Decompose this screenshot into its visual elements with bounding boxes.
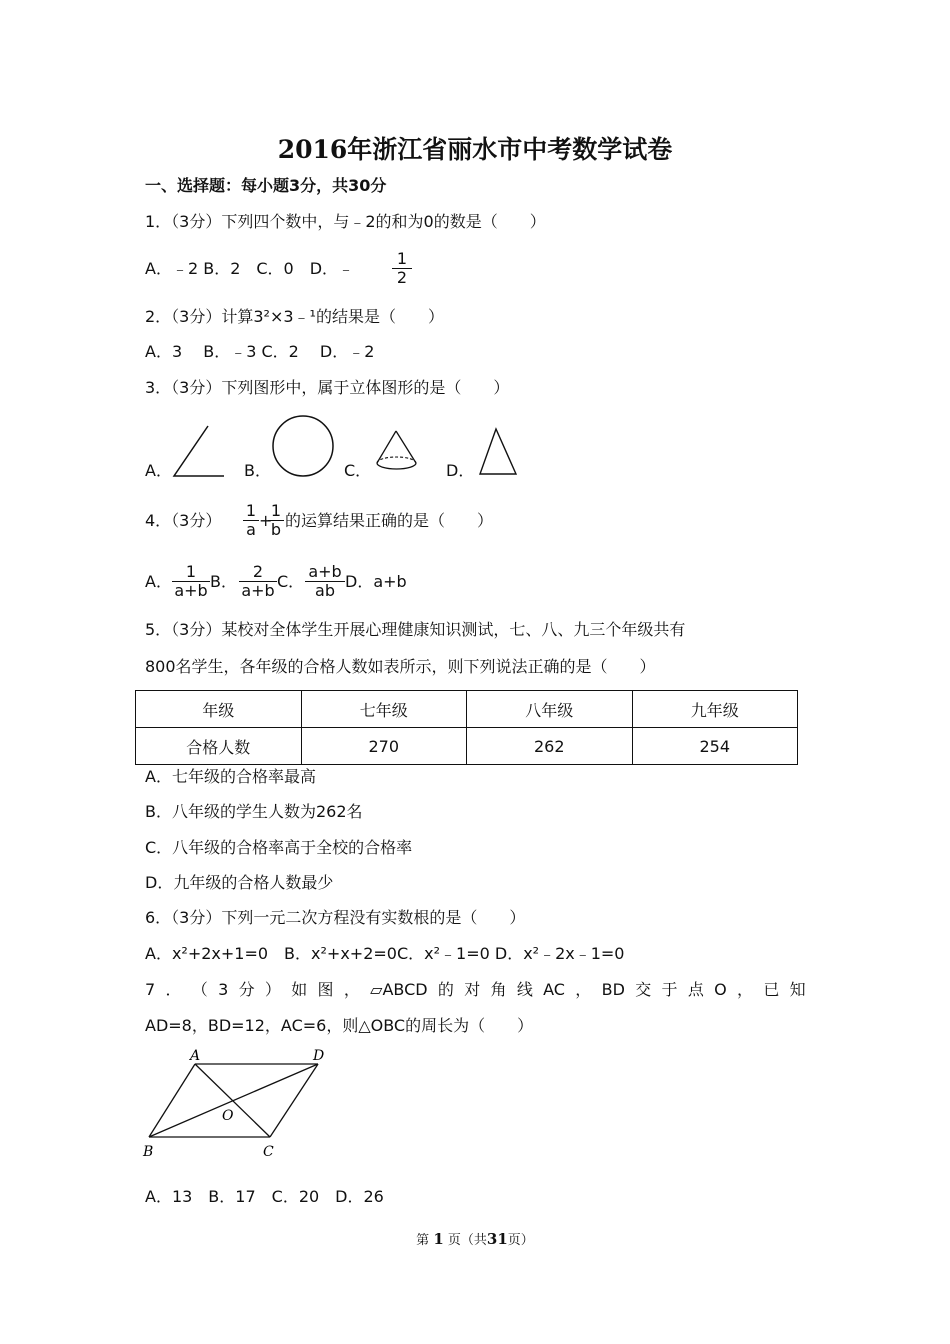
question-2-options: A．3 B．﹣3 C．2 D．﹣2 [145, 342, 375, 361]
footer-middle: 页（共 [447, 1233, 487, 1248]
fraction-numerator: a+b [305, 563, 345, 582]
question-7-line-1-segment: 3 [218, 980, 229, 999]
fraction-denominator: b [270, 520, 282, 539]
triangle-figure [476, 426, 522, 478]
parallelogram-figure [140, 1046, 340, 1161]
question-7-line-1-segment: 于 [661, 980, 678, 999]
fraction-denominator: ab [315, 581, 335, 600]
exam-title: 2016年浙江省丽水市中考数学试卷 [277, 135, 673, 164]
question-4-fraction-2 [268, 502, 284, 539]
question-6-options: A．x²+2x+1=0 B．x²+x+2=0C．x²﹣1=0 D．x²﹣2x﹣1=0 [145, 944, 625, 963]
plus-sign: + [259, 511, 273, 530]
question-4-option-a-fraction [172, 563, 210, 600]
fraction-numerator: 2 [239, 563, 277, 582]
question-4-number: 4．（3分） [145, 511, 222, 530]
question-6-stem: 6．（3分）下列一元二次方程没有实数根的是（ ） [145, 908, 526, 927]
vertex-label-b: B [143, 1144, 154, 1160]
fraction-numerator: 1 [243, 502, 259, 521]
question-4-option-d: D．a+b [345, 572, 407, 591]
question-4-option-a-label: A． [145, 572, 172, 591]
table-row [136, 728, 798, 765]
table-header-cell: 年级 [136, 691, 302, 728]
current-page-number: 1 [433, 1230, 444, 1248]
section-heading: 一、选择题：每小题3分，共30分 [145, 176, 387, 195]
table-cell: 262 [467, 728, 633, 765]
vertex-label-c: C [263, 1144, 274, 1160]
question-7-line-1-segment: 线 [516, 980, 533, 999]
question-7-line-1-segment: ▱ABCD [370, 980, 428, 999]
question-5-line-2: 800名学生，各年级的合格人数如表所示，则下列说法正确的是（ ） [145, 657, 656, 676]
grade-table [135, 690, 798, 765]
question-7-line-1-segment: ， [737, 980, 754, 999]
question-3-option-a-label: A． [145, 461, 172, 480]
question-1-options: A．﹣2 B．2 C．0 D．﹣ [145, 259, 355, 278]
question-3-option-c-label: C． [344, 461, 372, 480]
question-4-fraction-1 [243, 502, 259, 539]
question-7-line-1-segment: 角 [490, 980, 507, 999]
table-header-row [136, 691, 798, 728]
question-2-stem: 2．（3分）计算3²×3﹣¹的结果是（ ） [145, 307, 444, 326]
question-7-line-1-segment: 分 [238, 980, 255, 999]
footer-suffix: 页） [507, 1233, 534, 1248]
fraction-denominator: a [246, 520, 256, 539]
angle-figure [170, 422, 230, 478]
table-header-cell: 八年级 [467, 691, 633, 728]
vertex-label-d: D [313, 1048, 325, 1064]
circle-figure [268, 414, 338, 480]
table-cell: 合格人数 [136, 728, 302, 765]
table-cell: 270 [301, 728, 467, 765]
question-1-stem: 1．（3分）下列四个数中，与﹣2的和为0的数是（ ） [145, 212, 546, 231]
fraction-numerator: 1 [268, 502, 284, 521]
table-header-cell: 九年级 [632, 691, 798, 728]
question-7-line-1-segment: 交 [635, 980, 652, 999]
question-3-option-d-label: D． [446, 461, 475, 480]
footer-prefix: 第 [416, 1233, 430, 1248]
page-footer [0, 1230, 950, 1250]
fraction-numerator: 1 [392, 250, 412, 269]
question-7-line-1-segment: （ [191, 980, 208, 999]
question-7-options: A．13 B．17 C．20 D．26 [145, 1187, 384, 1206]
question-7-line-1-segment: 对 [464, 980, 481, 999]
question-3-option-b-label: B． [244, 461, 271, 480]
question-1-fraction-d [392, 250, 412, 287]
question-7-line-1-segment: 知 [789, 980, 806, 999]
cone-figure [374, 428, 422, 474]
question-5-option-d: D．九年级的合格人数最少 [145, 873, 334, 892]
question-4-option-c-label: C． [277, 572, 305, 591]
center-label-o: O [222, 1108, 234, 1124]
question-7-line-1-segment: ， [575, 980, 592, 999]
question-5-option-c: C．八年级的合格率高于全校的合格率 [145, 838, 413, 857]
question-7-line-1-segment: BD [601, 980, 625, 999]
fraction-denominator: a+b [241, 581, 275, 600]
table-header-cell: 七年级 [301, 691, 467, 728]
question-7-line-1-segment: 的 [437, 980, 454, 999]
fraction-numerator: 1 [172, 563, 210, 582]
table-cell: 254 [632, 728, 798, 765]
question-7-line-1-segment: 已 [763, 980, 780, 999]
question-7-line-1 [145, 980, 806, 1000]
question-7-line-2: AD=8，BD=12，AC=6，则△OBC的周长为（ ） [145, 1016, 534, 1035]
question-5-option-b: B．八年级的学生人数为262名 [145, 802, 363, 821]
question-5-line-1: 5．（3分）某校对全体学生开展心理健康知识测试，七、八、九三个年级共有 [145, 620, 686, 639]
fraction-denominator: a+b [174, 581, 208, 600]
question-7-line-1-segment: ， [343, 980, 360, 999]
total-pages: 31 [486, 1230, 508, 1248]
question-7-line-1-segment: 点 [687, 980, 704, 999]
question-7-line-1-segment: 如 [291, 980, 308, 999]
question-7-line-1-segment: AC [543, 980, 565, 999]
vertex-label-a: A [190, 1048, 201, 1064]
question-4-option-b-fraction [239, 563, 277, 600]
question-7-line-1-segment: 图 [317, 980, 334, 999]
question-4-option-b-label: B． [210, 572, 237, 591]
question-4-option-c-fraction [305, 563, 345, 600]
question-7-line-1-segment: O [714, 980, 727, 999]
question-7-line-1-segment: ） [264, 980, 281, 999]
question-7-line-1-segment: 7 [145, 980, 156, 999]
question-4-stem-rest: 的运算结果正确的是（ ） [285, 511, 494, 530]
question-7-line-1-segment: ． [165, 980, 182, 999]
question-3-stem: 3．（3分）下列图形中，属于立体图形的是（ ） [145, 378, 510, 397]
fraction-denominator: 2 [396, 268, 408, 287]
question-5-option-a: A．七年级的合格率最高 [145, 767, 316, 786]
